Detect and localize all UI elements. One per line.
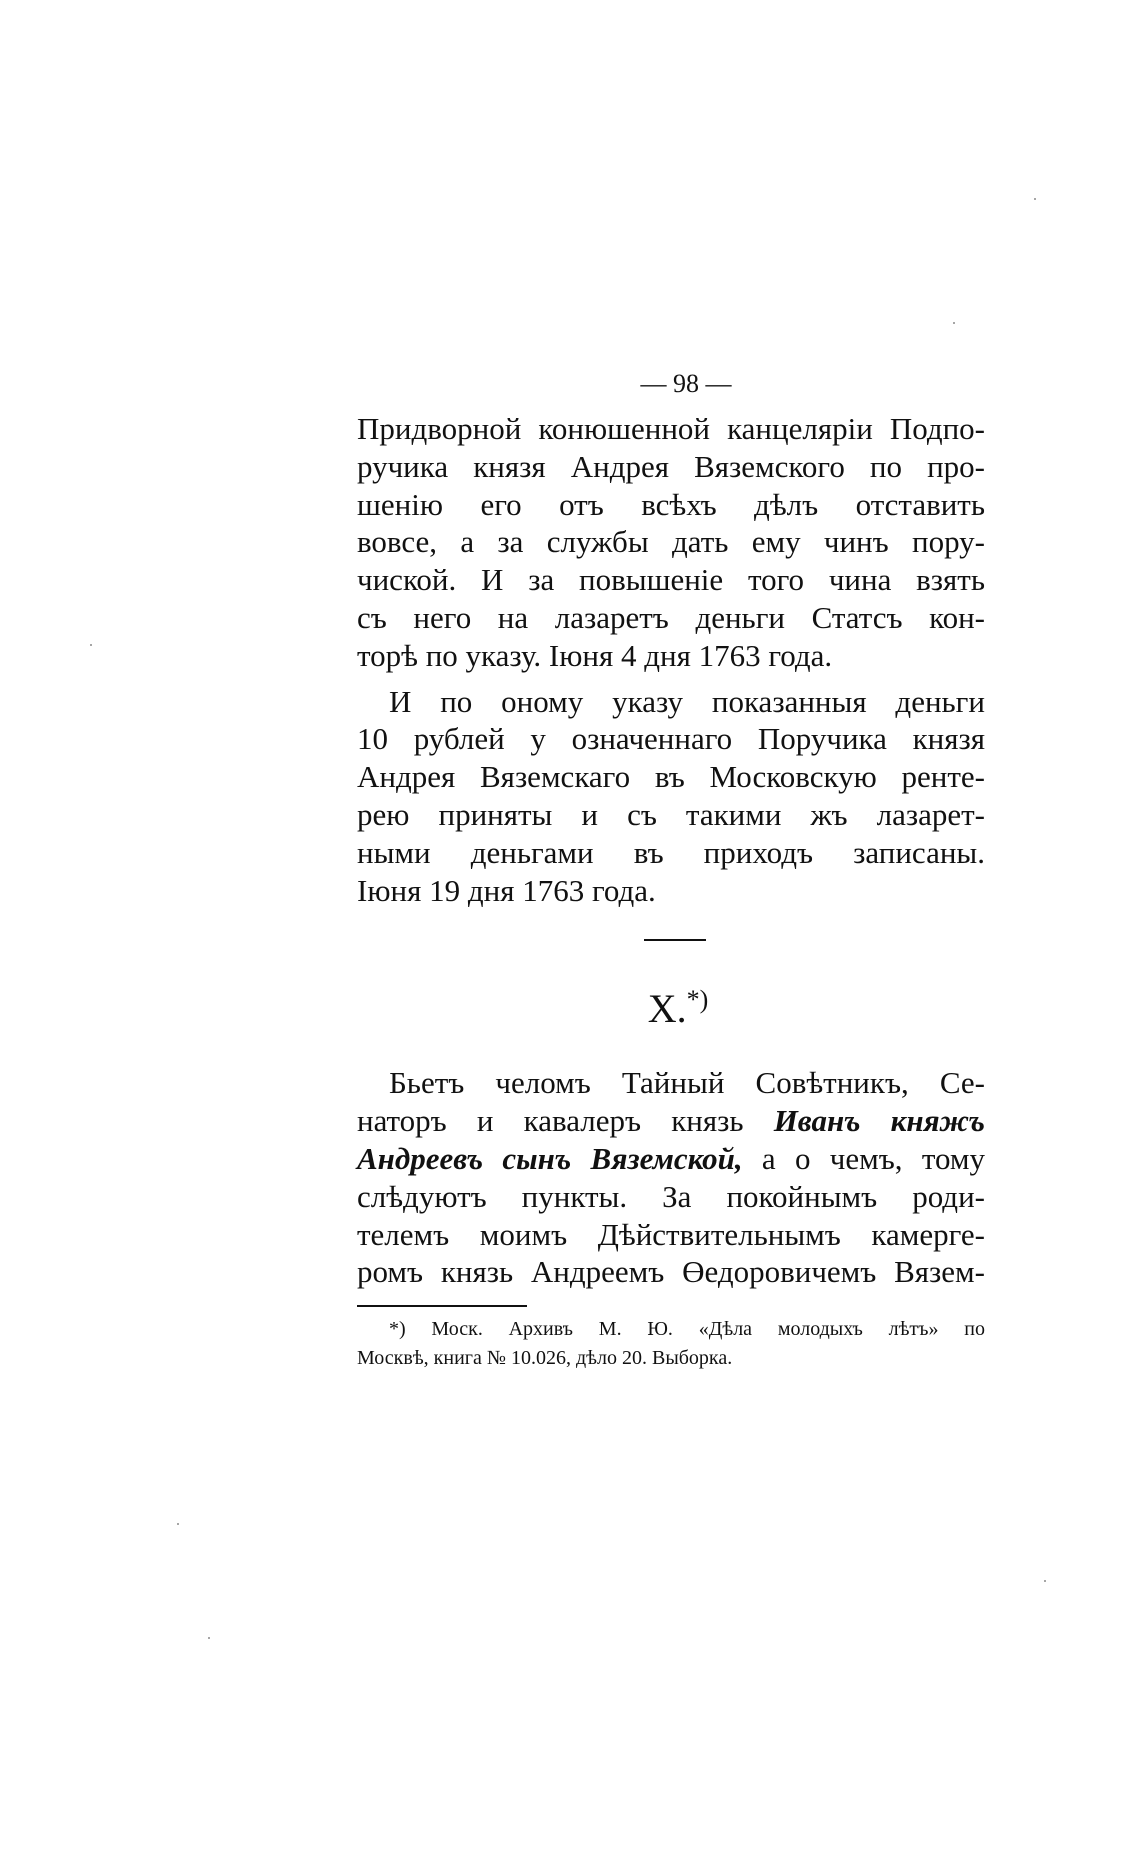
text-line: вовсе, а за службы дать ему чинъ пору-	[357, 524, 985, 560]
text-line: Придворной конюшенной канцеляріи Подпо-	[357, 411, 985, 446]
text-line: ручика князя Андрея Вяземского по про-	[357, 448, 985, 484]
name-italic: Иванъ княжъ	[773, 1103, 985, 1139]
paper-speck	[177, 1523, 179, 1525]
paragraph-2	[357, 683, 985, 910]
text-run: а о чемъ, тому	[742, 1140, 985, 1176]
name-italic: Андреевъ сынъ Вяземской,	[357, 1140, 743, 1176]
text-line: рею приняты и съ такими жъ лазарет-	[357, 796, 985, 832]
text-line: И по оному указу показанныя деньги	[389, 683, 985, 719]
text-run: наторъ и кавалеръ князь	[357, 1103, 774, 1139]
text-line	[357, 1102, 985, 1140]
footnote-mark: *)	[686, 985, 709, 1015]
section-divider	[644, 939, 706, 941]
paper-speck	[90, 644, 92, 646]
page-number: — 98 —	[640, 369, 732, 398]
text-line: шенію его отъ всѣхъ дѣлъ отставить	[357, 486, 985, 522]
text-line: чиской. И за повышеніе того чина взять	[357, 562, 985, 598]
section-numeral: X.	[647, 986, 687, 1032]
text-line	[357, 1140, 985, 1178]
footnote-line: Москвѣ, книга № 10.026, дѣло 20. Выборка.	[357, 1347, 733, 1370]
text-line: слѣдуютъ пункты. За покойнымъ роди-	[357, 1178, 985, 1214]
paragraph-1	[357, 410, 985, 675]
text-line: Андрея Вяземскаго въ Московскую ренте-	[357, 759, 985, 795]
footnote	[357, 1315, 985, 1373]
paragraph-3	[357, 1064, 985, 1291]
footnote-line: *) Моск. Архивъ М. Ю. «Дѣла молодыхъ лѣтъ» по	[389, 1318, 985, 1341]
text-line: ромъ князь Андреемъ Өедоровичемъ Вязем-	[357, 1254, 985, 1290]
text-line: Іюня 19 дня 1763 года.	[357, 872, 656, 908]
text-line: съ него на лазаретъ деньги Статсъ кон-	[357, 599, 985, 635]
paper-speck	[208, 1637, 210, 1639]
paper-speck	[1034, 198, 1036, 200]
section-heading	[357, 975, 985, 1034]
footnote-divider	[357, 1305, 527, 1307]
text-line: торѣ по указу. Іюня 4 дня 1763 года.	[357, 637, 833, 673]
text-column	[357, 366, 985, 1373]
paper-speck	[1044, 1580, 1046, 1582]
text-line: телемъ моимъ Дѣйствительнымъ камерге-	[357, 1216, 985, 1252]
text-line: 10 рублей у означеннаго Поручика князя	[357, 721, 985, 757]
text-line: Бьетъ челомъ Тайный Совѣтникъ, Се-	[389, 1065, 985, 1101]
text-line: ными деньгами въ приходъ записаны.	[357, 834, 985, 870]
paper-speck	[953, 322, 955, 324]
